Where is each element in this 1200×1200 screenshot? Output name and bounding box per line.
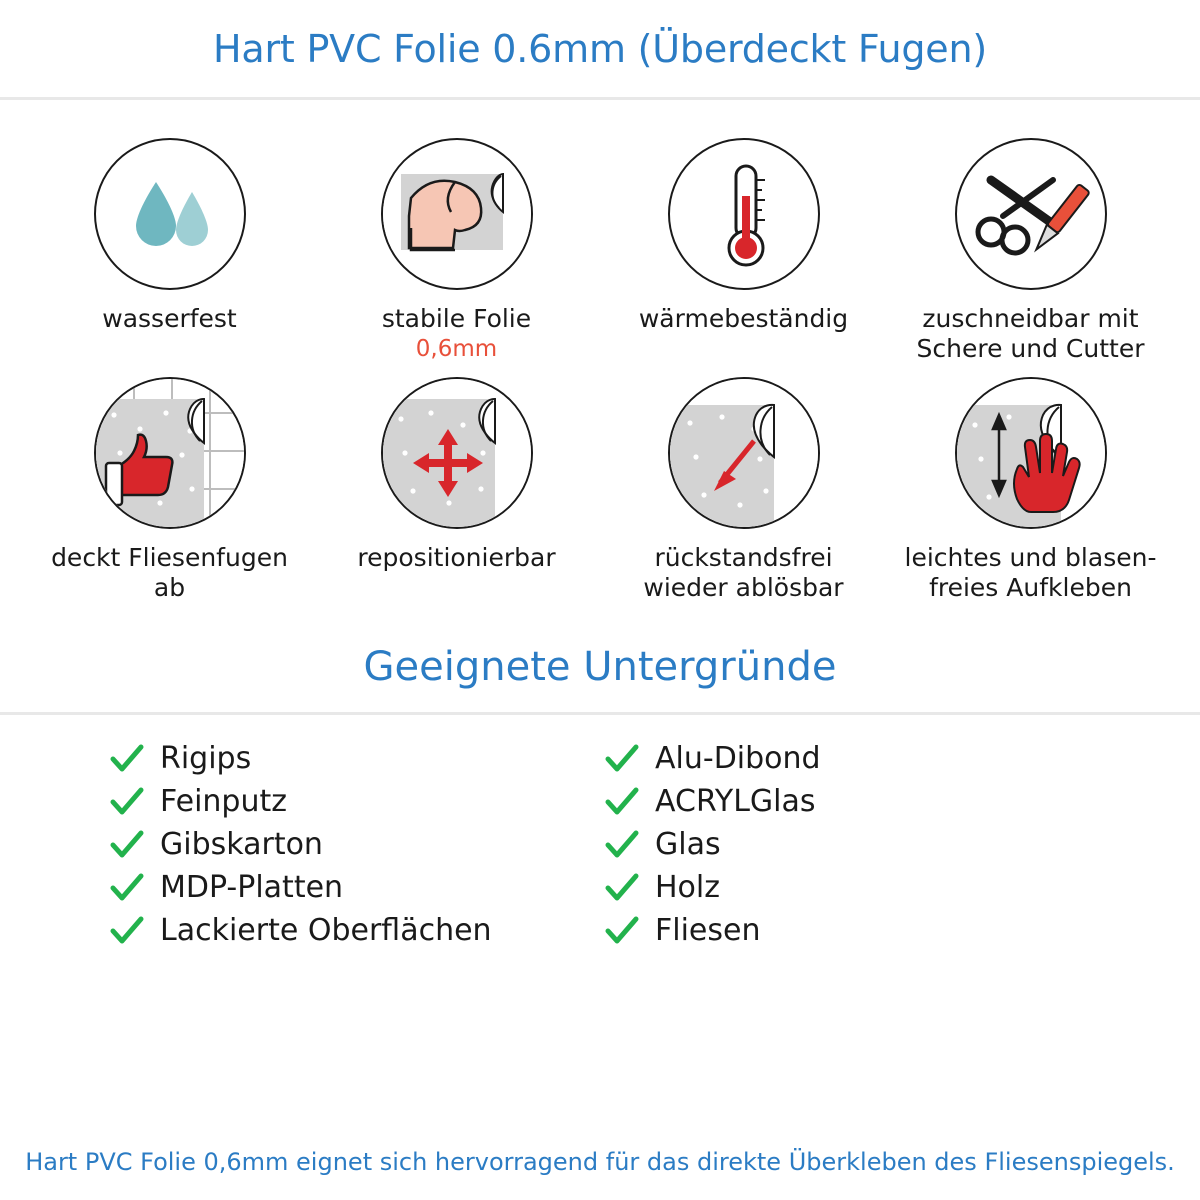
list-item bbox=[110, 913, 605, 948]
check-icon bbox=[605, 744, 639, 774]
water-drops-icon bbox=[94, 138, 246, 290]
list-item-label: ACRYLGlas bbox=[655, 784, 816, 819]
section-title: Geeignete Untergründe bbox=[363, 644, 837, 690]
feature-sublabel: 0,6mm bbox=[415, 335, 498, 362]
thumbs-up-tile-icon bbox=[94, 377, 246, 529]
feature-label: rückstandsfrei wieder ablösbar bbox=[643, 543, 844, 602]
feature-item bbox=[604, 377, 883, 602]
list-item bbox=[605, 913, 1100, 948]
feature-label: stabile Folie bbox=[381, 304, 532, 333]
feature-label: repositionierbar bbox=[357, 543, 556, 572]
scissors-cutter-icon bbox=[955, 138, 1107, 290]
feature-item bbox=[604, 138, 883, 363]
list-item bbox=[110, 827, 605, 862]
feature-label: zuschneidbar mit Schere und Cutter bbox=[916, 304, 1145, 363]
list-item-label: Feinputz bbox=[160, 784, 287, 819]
list-item-label: MDP-Platten bbox=[160, 870, 344, 905]
check-icon bbox=[605, 830, 639, 860]
check-icon bbox=[110, 873, 144, 903]
list-item-label: Lackierte Oberflächen bbox=[160, 913, 492, 948]
list-item-label: Holz bbox=[655, 870, 720, 905]
list-item bbox=[605, 784, 1100, 819]
check-icon bbox=[605, 916, 639, 946]
move-arrows-icon bbox=[381, 377, 533, 529]
page-title: Hart PVC Folie 0.6mm (Überdeckt Fugen) bbox=[213, 26, 987, 71]
check-icon bbox=[110, 787, 144, 817]
check-icon bbox=[605, 787, 639, 817]
list-item bbox=[110, 870, 605, 905]
feature-grid bbox=[0, 100, 1200, 602]
feature-label: deckt Fliesenfugen ab bbox=[51, 543, 288, 602]
hand-smoothing-icon bbox=[955, 377, 1107, 529]
feature-label: leichtes und blasen-freies Aufkleben bbox=[904, 543, 1157, 602]
list-item-label: Fliesen bbox=[655, 913, 761, 948]
page-header bbox=[0, 0, 1200, 100]
feature-item bbox=[891, 377, 1170, 602]
check-icon bbox=[605, 873, 639, 903]
list-item bbox=[110, 741, 605, 776]
feature-item bbox=[30, 138, 309, 363]
check-icon bbox=[110, 830, 144, 860]
list-item bbox=[605, 870, 1100, 905]
list-item-label: Gibskarton bbox=[160, 827, 323, 862]
check-icon bbox=[110, 916, 144, 946]
substrates-section-header bbox=[0, 644, 1200, 715]
flexed-arm-icon bbox=[381, 138, 533, 290]
substrate-list-right bbox=[605, 741, 1100, 956]
substrate-lists bbox=[0, 741, 1200, 956]
list-item bbox=[605, 741, 1100, 776]
list-item bbox=[605, 827, 1100, 862]
feature-label: wasserfest bbox=[102, 304, 237, 333]
feature-item bbox=[891, 138, 1170, 363]
feature-item bbox=[30, 377, 309, 602]
feature-item bbox=[317, 377, 596, 602]
footer-note: Hart PVC Folie 0,6mm eignet sich hervorragend für das direkte Überkleben des Fliesenspiegels. bbox=[25, 1147, 1175, 1176]
peel-arrow-icon bbox=[668, 377, 820, 529]
list-item-label: Glas bbox=[655, 827, 721, 862]
list-item-label: Rigips bbox=[160, 741, 252, 776]
check-icon bbox=[110, 744, 144, 774]
feature-item bbox=[317, 138, 596, 363]
thermometer-icon bbox=[668, 138, 820, 290]
substrate-list-left bbox=[110, 741, 605, 956]
list-item bbox=[110, 784, 605, 819]
list-item-label: Alu-Dibond bbox=[655, 741, 821, 776]
feature-label: wärmebeständig bbox=[638, 304, 849, 333]
